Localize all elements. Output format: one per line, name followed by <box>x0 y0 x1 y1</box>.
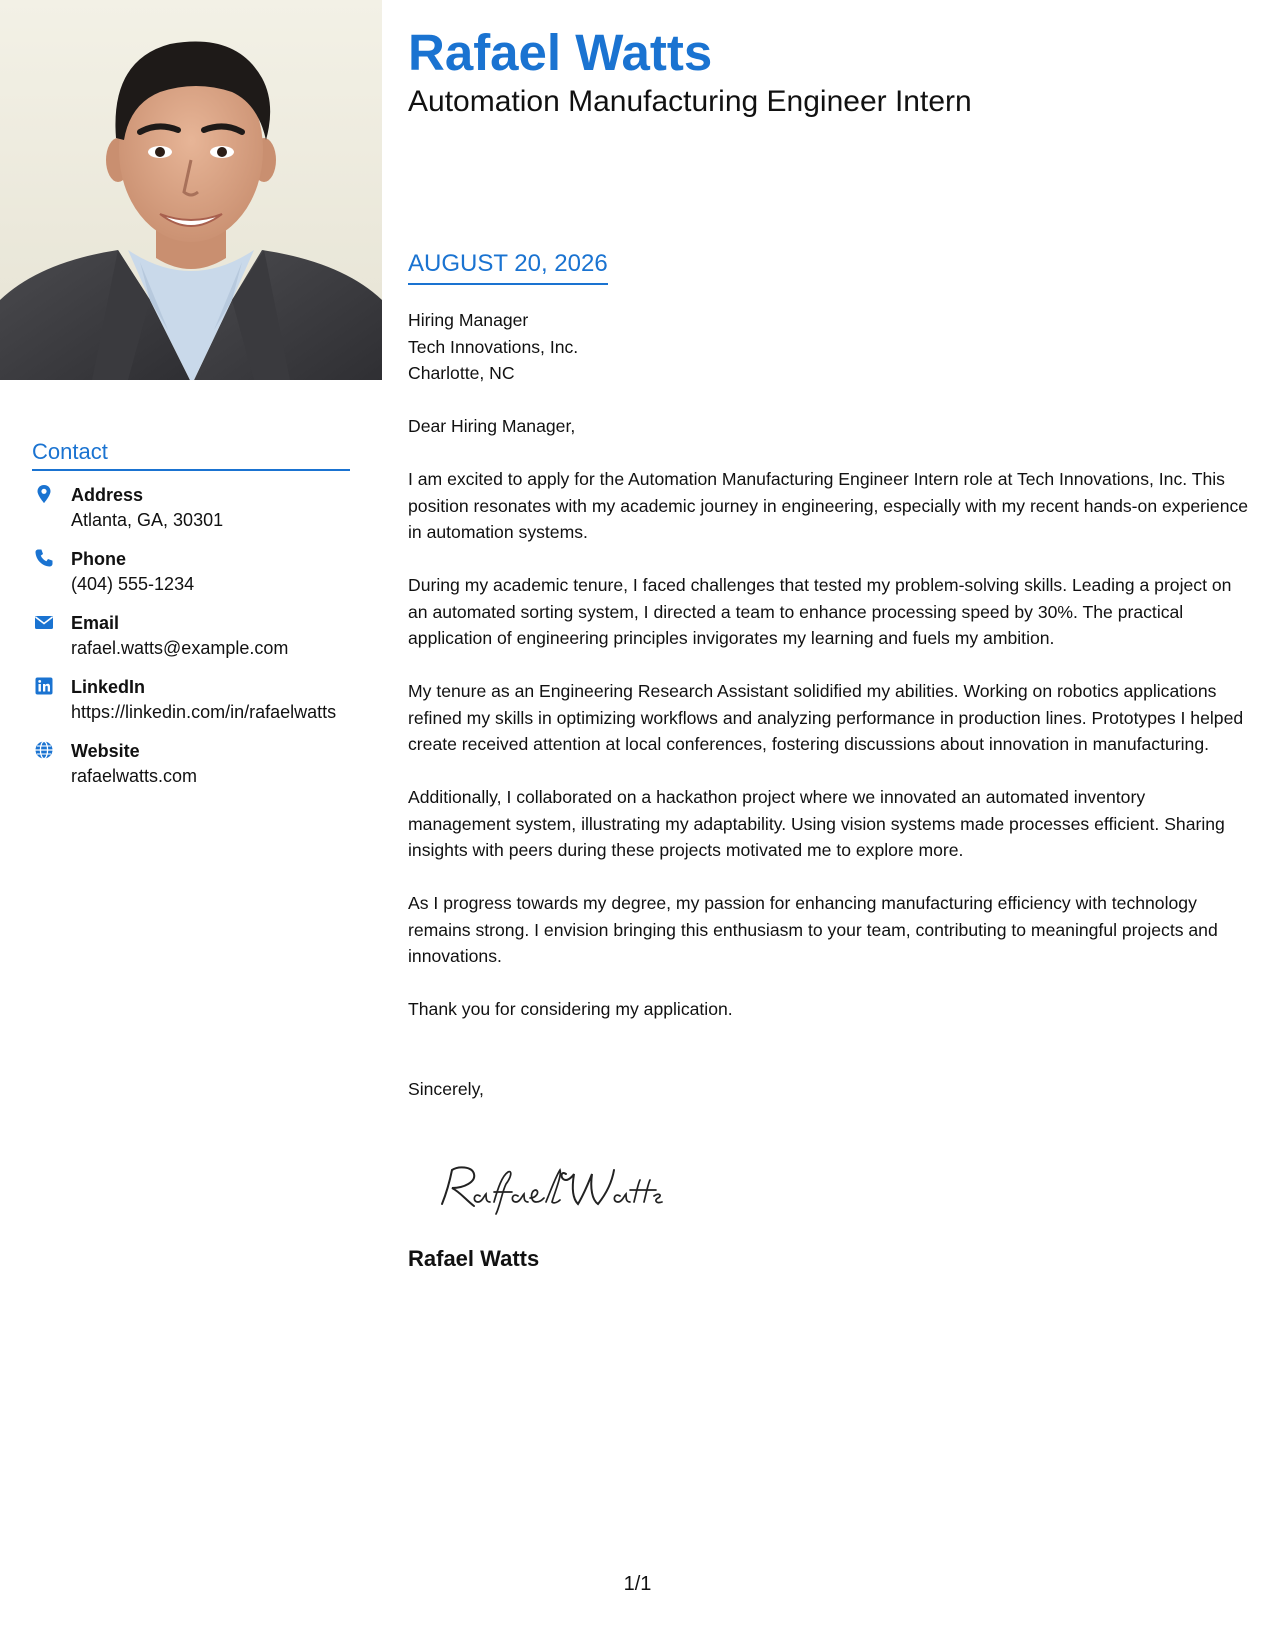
greeting: Dear Hiring Manager, <box>408 416 576 436</box>
job-title: Automation Manufacturing Engineer Intern <box>408 85 972 118</box>
contact-item-phone <box>32 546 352 597</box>
contact-label-linkedin: LinkedIn <box>71 677 146 697</box>
letter-paragraph: During my academic tenure, I faced challenges that tested my problem-solving skills. Leading a project on an automated sorting system, I directed a team to enhance processing speed by 30%. The practical application of engineering principles invigorates my learning and fuels my ambition. <box>408 575 1232 648</box>
portrait-illustration <box>0 0 382 380</box>
map-pin-icon <box>34 484 54 504</box>
letter-paragraph: I am excited to apply for the Automation Manufacturing Engineer Intern role at Tech Innovations, Inc. This position resonates with my academic journey in engineering, especially with my recent hands-on experience in automation systems. <box>408 469 1249 542</box>
contact-label-email: Email <box>71 613 120 633</box>
phone-icon <box>34 548 54 568</box>
contact-list <box>32 482 352 802</box>
linkedin-icon <box>34 676 54 696</box>
contact-item-linkedin <box>32 674 352 725</box>
recipient-block <box>408 307 1250 387</box>
recipient-company: Tech Innovations, Inc. <box>408 336 579 357</box>
letter-date: AUGUST 20, 2026 <box>408 248 608 285</box>
recipient-name: Hiring Manager <box>408 310 529 330</box>
signer-name: Rafael Watts <box>408 1246 540 1271</box>
closing: Sincerely, <box>408 1078 484 1099</box>
contact-label-website: Website <box>71 741 140 761</box>
contact-value-email[interactable]: rafael.watts@example.com <box>71 638 289 658</box>
letter-paragraph: Additionally, I collaborated on a hackathon project where we innovated an automated inventory management system, illustrating my adaptability. Using vision systems made processes efficient. Sharing insights with peers during these projects motivated me to explore more. <box>408 787 1225 860</box>
applicant-name: Rafael Watts <box>408 24 713 81</box>
contact-item-address <box>32 482 352 533</box>
contact-item-website <box>32 738 352 789</box>
envelope-icon <box>34 612 54 632</box>
profile-photo <box>0 0 382 380</box>
letter-body <box>408 307 1250 1102</box>
contact-label-phone: Phone <box>71 549 127 569</box>
contact-label-address: Address <box>71 485 144 505</box>
contact-value-linkedin[interactable]: https://linkedin.com/in/rafaelwatts <box>71 702 337 722</box>
letter-paragraph: Thank you for considering my application. <box>408 999 733 1019</box>
letter-paragraph: My tenure as an Engineering Research Assistant solidified my abilities. Working on robotics applications refined my skills in optimizing workflows and analyzing performance in production lines. Prototypes I helped create received attention at local conferences, fostering discussions about innovation in manufacturing. <box>408 681 1244 754</box>
page-number: 1/1 <box>623 1573 652 1595</box>
contact-value-address: Atlanta, GA, 30301 <box>71 510 224 530</box>
globe-icon <box>34 740 54 760</box>
contact-value-phone: (404) 555-1234 <box>71 574 195 594</box>
contact-item-email <box>32 610 352 661</box>
letter-paragraph: As I progress towards my degree, my passion for enhancing manufacturing efficiency with technology remains strong. I envision bringing this enthusiasm to your team, contributing to meaningful projects and innovations. <box>408 893 1218 966</box>
recipient-location: Charlotte, NC <box>408 363 515 383</box>
contact-value-website[interactable]: rafaelwatts.com <box>71 766 198 786</box>
handwritten-signature <box>428 1158 668 1218</box>
contact-heading: Contact <box>32 438 350 471</box>
